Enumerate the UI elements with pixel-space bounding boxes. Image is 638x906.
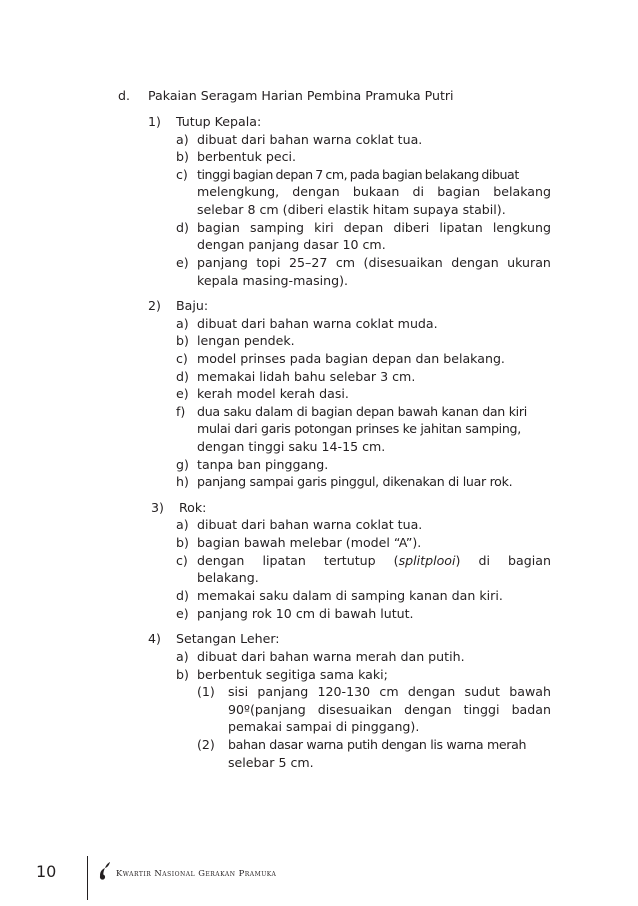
subsection-title: Tutup Kepala: xyxy=(176,114,262,129)
word: (disesuaikan xyxy=(363,255,443,270)
footer-publisher: Kwartir Nasional Gerakan Pramuka xyxy=(116,868,277,878)
subsection-title: Baju: xyxy=(176,298,209,313)
word: badan xyxy=(511,702,551,717)
item-label: e) xyxy=(176,606,189,621)
word: bagian xyxy=(508,553,551,568)
item-label: b) xyxy=(176,667,189,682)
subitem-label: (2) xyxy=(197,737,215,752)
word: dengan xyxy=(407,684,456,699)
word: topi xyxy=(256,255,281,270)
list-item: dibuat dari bahan warna merah dan putih. xyxy=(197,649,465,664)
list-item-line xyxy=(197,219,551,236)
item-label: h) xyxy=(176,474,189,489)
word: 90º(panjang xyxy=(228,702,306,717)
word: bukaan xyxy=(352,184,400,199)
word: bagian xyxy=(197,220,240,235)
word: bawah xyxy=(509,684,551,699)
word: lipatan xyxy=(262,553,306,568)
item-label: a) xyxy=(176,649,189,664)
section-label: d. xyxy=(118,88,130,103)
list-item: tinggi bagian depan 7 cm, pada bagian belakang dibuat xyxy=(197,167,519,182)
word: lengkung xyxy=(492,220,551,235)
word: lipatan xyxy=(439,220,483,235)
word: tertutup xyxy=(323,553,376,568)
item-label: b) xyxy=(176,535,189,550)
subsection-number: 2) xyxy=(148,298,161,313)
item-label: d) xyxy=(176,369,189,384)
word: 120-130 xyxy=(317,684,371,699)
item-label: g) xyxy=(176,457,189,472)
word: (splitplooi) xyxy=(393,553,461,568)
list-item-line xyxy=(197,552,551,569)
item-label: b) xyxy=(176,149,189,164)
list-item-line xyxy=(228,683,551,700)
item-label: e) xyxy=(176,255,189,270)
list-item: kepala masing-masing). xyxy=(197,273,349,288)
footer-divider xyxy=(87,856,88,900)
word: tinggi xyxy=(463,702,500,717)
word: dengan xyxy=(451,255,499,270)
list-item: model prinses pada bagian depan dan belakang. xyxy=(197,351,505,366)
list-item: memakai lidah bahu selebar 3 cm. xyxy=(197,369,416,384)
word: di xyxy=(478,553,490,568)
list-item: belakang. xyxy=(197,570,259,585)
list-item: bagian bawah melebar (model “A”). xyxy=(197,535,422,550)
list-item: panjang rok 10 cm di bawah lutut. xyxy=(197,606,414,621)
word: depan xyxy=(343,220,384,235)
item-label: c) xyxy=(176,553,188,568)
list-item: kerah model kerah dasi. xyxy=(197,386,349,401)
list-item: bahan dasar warna putih dengan lis warna merah xyxy=(228,737,527,752)
word: kiri xyxy=(314,220,334,235)
list-item: dua saku dalam di bagian depan bawah kanan dan kiri xyxy=(197,404,527,419)
list-item: dengan tinggi saku 14-15 cm. xyxy=(197,439,386,454)
list-item-line xyxy=(197,254,551,271)
word: dengan xyxy=(197,553,245,568)
list-item: memakai saku dalam di samping kanan dan kiri. xyxy=(197,588,503,603)
subsection-title: Rok: xyxy=(179,500,207,515)
word: sisi xyxy=(228,684,249,699)
word: dengan xyxy=(404,702,452,717)
word: belakang xyxy=(493,184,551,199)
section-title: Pakaian Seragam Harian Pembina Pramuka Putri xyxy=(148,88,454,103)
word: cm xyxy=(379,684,399,699)
list-item: berbentuk peci. xyxy=(197,149,297,164)
list-item: berbentuk segitiga sama kaki; xyxy=(197,667,388,682)
list-item: tanpa ban pinggang. xyxy=(197,457,329,472)
word: cm xyxy=(335,255,356,270)
subsection-number: 3) xyxy=(151,500,164,515)
item-label: c) xyxy=(176,167,188,182)
subitem-label: (1) xyxy=(197,684,215,699)
subsection-title: Setangan Leher: xyxy=(176,631,280,646)
list-item: mulai dari garis potongan prinses ke jahitan samping, xyxy=(197,421,521,436)
word: bagian xyxy=(437,184,481,199)
tunas-kelapa-icon xyxy=(96,861,112,881)
list-item-line xyxy=(228,701,551,718)
item-label: b) xyxy=(176,333,189,348)
item-label: f) xyxy=(176,404,186,419)
list-item: selebar 8 cm (diberi elastik hitam supaya stabil). xyxy=(197,202,506,217)
item-label: a) xyxy=(176,316,189,331)
word: melengkung, xyxy=(197,184,280,199)
subsection-number: 4) xyxy=(148,631,161,646)
word: ukuran xyxy=(507,255,551,270)
list-item: dibuat dari bahan warna coklat tua. xyxy=(197,517,423,532)
list-item: dibuat dari bahan warna coklat muda. xyxy=(197,316,438,331)
word: diberi xyxy=(393,220,430,235)
word: disesuaikan xyxy=(317,702,393,717)
list-item: dibuat dari bahan warna coklat tua. xyxy=(197,132,423,147)
word: panjang xyxy=(197,255,248,270)
list-item: pemakai sampai di pinggang). xyxy=(228,719,420,734)
item-label: a) xyxy=(176,132,189,147)
item-label: a) xyxy=(176,517,189,532)
subsection-number: 1) xyxy=(148,114,161,129)
word: dengan xyxy=(292,184,340,199)
item-label: d) xyxy=(176,220,189,235)
word: di xyxy=(412,184,425,199)
word: sudut xyxy=(464,684,500,699)
item-label: e) xyxy=(176,386,189,401)
list-item: dengan panjang dasar 10 cm. xyxy=(197,237,386,252)
list-item: selebar 5 cm. xyxy=(228,755,314,770)
list-item-line xyxy=(197,183,551,200)
word: samping xyxy=(250,220,305,235)
word: panjang xyxy=(257,684,309,699)
page-number: 10 xyxy=(36,862,57,881)
word: 25–27 xyxy=(289,255,328,270)
list-item: panjang sampai garis pinggul, dikenakan di luar rok. xyxy=(197,474,513,489)
item-label: d) xyxy=(176,588,189,603)
item-label: c) xyxy=(176,351,188,366)
list-item: lengan pendek. xyxy=(197,333,295,348)
